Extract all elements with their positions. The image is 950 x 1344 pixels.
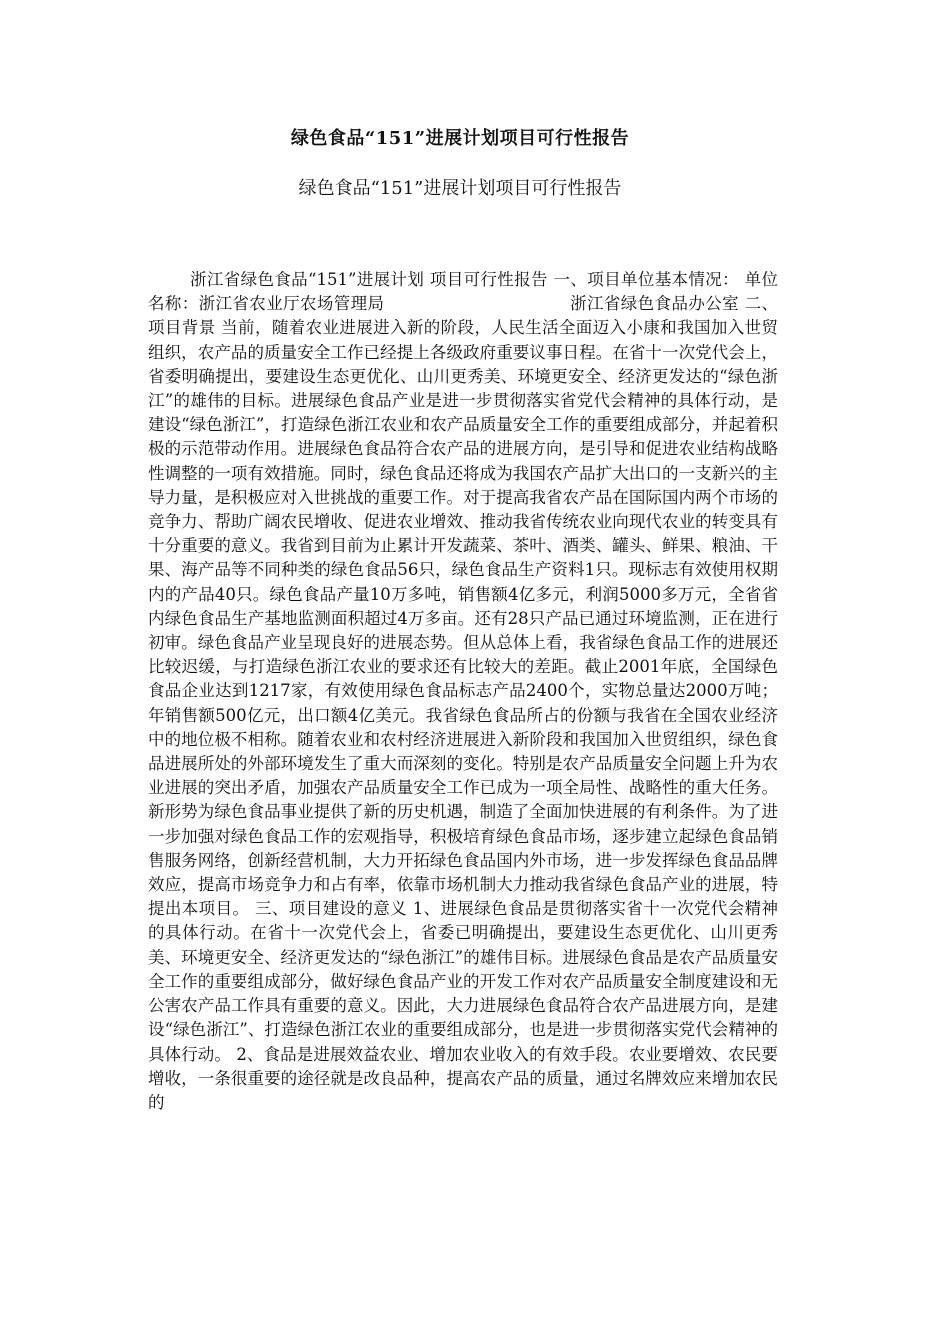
document-title: 绿色食品“151”进展计划项目可行性报告 [290, 128, 630, 149]
document-body-paragraph: 浙江省绿色食品“151”进展计划 项目可行性报告 一、项目单位基本情况： 单位名称：浙江省农业厅农场管理局 浙江省绿色食品办公室 二、项目背景 当前，随着农业进展进入新的阶段，人民生活全面迈入小康和我国加入世贸组织，农产品的质量安全工作已经提上各级政府重要议事日程。在省十一次党代会上，省委明确提出，要建设生态更优化、山川更秀美、环境更安全、经济更发达的“绿色浙江”的雄伟的目标。进展绿色食品产业是进一步贯彻落实省党代会精神的具体行动，是建设“绿色浙江”，打造绿色浙江农业和农产品质量安全工作的重要组成部分，并起着积极的示范带动作用。进展绿色食品符合农产品的进展方向，是引导和促进农业结构战略性调整的一项有效措施。同时，绿色食品还将成为我国农产品扩大出口的一支新兴的主导力量，是积极应对入世挑战的重要工作。对于提高我省农产品在国际国内两个市场的竞争力、帮助广阔农民增收、促进农业增效、推动我省传统农业向现代农业的转变具有十分重要的意义。我省到目前为止累计开发蔬菜、茶叶、酒类、罐头、鲜果、粮油、干果、海产品等不同种类的绿色食品56只，绿色食品生产资料1只。现标志有效使用权期内的产品40只。绿色食品产量10万多吨，销售额4亿多元，利润5000多万元，全省省内绿色食品生产基地监测面积超过4万多亩。还有28只产品已通过环境监测，正在进行初审。绿色食品产业呈现良好的进展态势。但从总体上看，我省绿色食品工作的进展还比较迟缓，与打造绿色浙江农业的要求还有比较大的差距。截止2001年底，全国绿色食品企业达到1217家，有效使用绿色食品标志产品2400个，实物总量达2000万吨；年销售额500亿元，出口额4亿美元。我省绿色食品所占的份额与我省在全国农业经济中的地位极不相称。随着农业和农村经济进展进入新阶段和我国加入世贸组织，绿色食品进展所处的外部环境发生了重大而深刻的变化。特别是农产品质量安全问题上升为农业进展的突出矛盾，加强农产品质量安全工作已成为一项全局性、战略性的重大任务。新形势为绿色食品事业提供了新的历史机遇，制造了全面加快进展的有利条件。为了进一步加强对绿色食品工作的宏观指导，积极培育绿色食品市场，逐步建立起绿色食品销售服务网络，创新经营机制，大力开拓绿色食品国内外市场，进一步发挥绿色食品品牌效应，提高市场竞争力和占有率，依靠市场机制大力推动我省绿色食品产业的进展，特提出本项目。 三、项目建设的意义 1、进展绿色食品是贯彻落实省十一次党代会精神的具体行动。在省十一次党代会上，省委已明确提出，要建设生态更优化、山川更秀美、环境更安全、经济更发达的“绿色浙江”的雄伟目标。进展绿色食品是农产品质量安全工作的重要组成部分，做好绿色食品产业的开发工作对农产品质量安全制度建设和无公害农产品工作具有重要的意义。因此，大力进展绿色食品符合农产品进展方向，是建设“绿色浙江”、打造绿色浙江农业的重要组成部分，也是进一步贯彻落实党代会精神的具体行动。 2、食品是进展效益农业、增加农业收入的有效手段。农业要增效、农民要增收，一条很重要的途径就是改良品种，提高农产品的质量，通过名牌效应来增加农民的 [148, 270, 778, 1112]
document-subtitle: 绿色食品“151”进展计划项目可行性报告 [298, 178, 622, 199]
